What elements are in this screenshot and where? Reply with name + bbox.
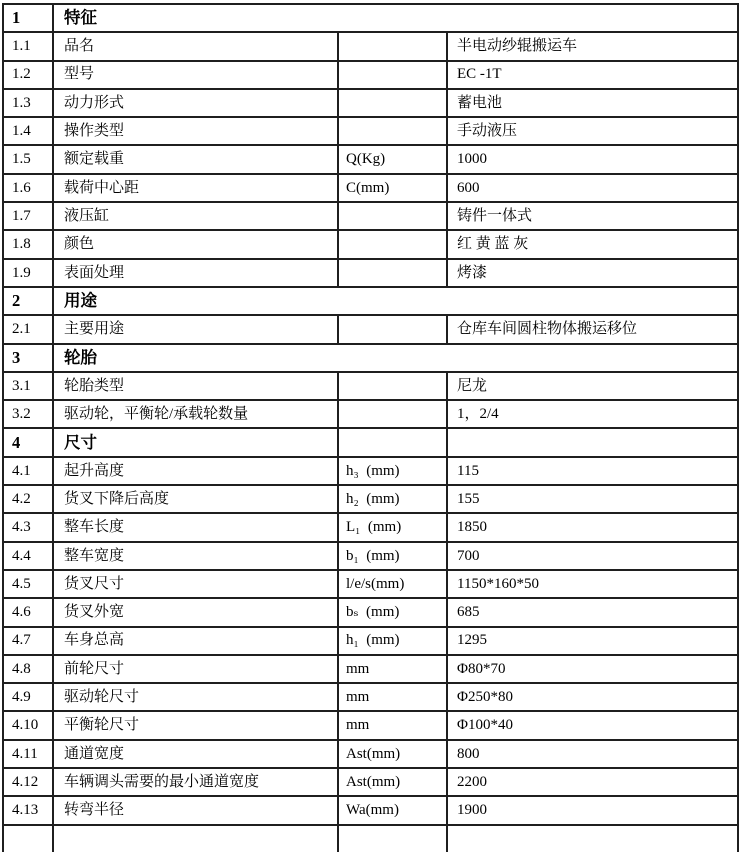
row-symbol [338, 61, 447, 89]
row-label: 起升高度 [53, 457, 338, 485]
row-label: 驱动轮尺寸 [53, 683, 338, 711]
row-label: 动力形式 [53, 89, 338, 117]
table-row [3, 768, 738, 796]
table-row [3, 825, 738, 852]
row-label: 整车长度 [53, 513, 338, 541]
row-symbol [338, 372, 447, 400]
row-value: Φ250*80 [447, 683, 738, 711]
table-row [3, 89, 738, 117]
table-row [3, 372, 738, 400]
row-label: 前轮尺寸 [53, 655, 338, 683]
row-value: 铸件一体式 [447, 202, 738, 230]
section-row [3, 287, 738, 315]
table-row [3, 400, 738, 428]
row-number: 3.1 [3, 372, 53, 400]
row-value: 烤漆 [447, 259, 738, 287]
row-number: 4.1 [3, 457, 53, 485]
row-value: 1900 [447, 796, 738, 824]
row-value: 600 [447, 174, 738, 202]
table-row [3, 61, 738, 89]
row-number: 4.9 [3, 683, 53, 711]
table-row [3, 145, 738, 173]
table-row [3, 570, 738, 598]
row-value: 蓄电池 [447, 89, 738, 117]
row-value: 手动液压 [447, 117, 738, 145]
row-value: 1295 [447, 627, 738, 655]
row-symbol: b₁ (mm) [338, 542, 447, 570]
section-label: 轮胎 [53, 344, 738, 372]
row-value: 红 黄 蓝 灰 [447, 230, 738, 258]
row-symbol: mm [338, 655, 447, 683]
row-value: 685 [447, 598, 738, 626]
row-value: 1000 [447, 145, 738, 173]
section-label: 特征 [53, 4, 738, 32]
table-row [3, 542, 738, 570]
row-symbol [338, 117, 447, 145]
row-number: 4.4 [3, 542, 53, 570]
table-row [3, 457, 738, 485]
row-symbol: Ast(mm) [338, 768, 447, 796]
row-label: 尺寸 [53, 428, 338, 456]
row-value: 800 [447, 740, 738, 768]
row-value: Φ100*40 [447, 711, 738, 739]
row-symbol [338, 32, 447, 60]
row-symbol [338, 230, 447, 258]
row-symbol: Q(Kg) [338, 145, 447, 173]
row-label: 额定载重 [53, 145, 338, 173]
row-symbol [338, 259, 447, 287]
row-value: 仓库车间圆柱物体搬运移位 [447, 315, 738, 343]
row-label: 载荷中心距 [53, 174, 338, 202]
row-label: 货叉外宽 [53, 598, 338, 626]
row-number: 1.1 [3, 32, 53, 60]
section-number: 3 [3, 344, 53, 372]
row-number: 4 [3, 428, 53, 456]
row-label: 货叉尺寸 [53, 570, 338, 598]
table-row [3, 259, 738, 287]
row-value [447, 825, 738, 852]
row-value: 1150*160*50 [447, 570, 738, 598]
row-label: 车身总高 [53, 627, 338, 655]
table-row [3, 711, 738, 739]
row-value: 1，2/4 [447, 400, 738, 428]
row-label: 品名 [53, 32, 338, 60]
row-value: 尼龙 [447, 372, 738, 400]
row-symbol: mm [338, 683, 447, 711]
row-label: 转弯半径 [53, 796, 338, 824]
row-symbol: h₃ (mm) [338, 457, 447, 485]
table-row [3, 796, 738, 824]
row-label: 型号 [53, 61, 338, 89]
row-number: 1.8 [3, 230, 53, 258]
row-number: 1.4 [3, 117, 53, 145]
row-number: 4.8 [3, 655, 53, 683]
row-number: 4.7 [3, 627, 53, 655]
table-row [3, 683, 738, 711]
table-row [3, 202, 738, 230]
row-label: 轮胎类型 [53, 372, 338, 400]
section-number: 1 [3, 4, 53, 32]
row-label: 表面处理 [53, 259, 338, 287]
row-label: 通道宽度 [53, 740, 338, 768]
row-label: 车辆调头需要的最小通道宽度 [53, 768, 338, 796]
row-number: 1.6 [3, 174, 53, 202]
row-number: 1.9 [3, 259, 53, 287]
row-value: EC -1T [447, 61, 738, 89]
table-row [3, 740, 738, 768]
row-label: 液压缸 [53, 202, 338, 230]
row-symbol: l/e/s(mm) [338, 570, 447, 598]
row-symbol: Wa(mm) [338, 796, 447, 824]
row-symbol [338, 400, 447, 428]
row-symbol: h₁ (mm) [338, 627, 447, 655]
section-row [3, 4, 738, 32]
row-value: 155 [447, 485, 738, 513]
row-symbol [338, 202, 447, 230]
row-symbol: L₁ (mm) [338, 513, 447, 541]
row-number: 4.5 [3, 570, 53, 598]
row-value [447, 428, 738, 456]
section-label: 用途 [53, 287, 738, 315]
spec-table [2, 3, 739, 852]
row-number: 4.3 [3, 513, 53, 541]
row-label: 平衡轮尺寸 [53, 711, 338, 739]
row-label: 整车宽度 [53, 542, 338, 570]
table-row [3, 32, 738, 60]
row-symbol: mm [338, 711, 447, 739]
row-symbol: C(mm) [338, 174, 447, 202]
row-label [53, 825, 338, 852]
row-number: 4.6 [3, 598, 53, 626]
table-row [3, 627, 738, 655]
row-number: 4.12 [3, 768, 53, 796]
section-number: 2 [3, 287, 53, 315]
row-number: 4.13 [3, 796, 53, 824]
table-row [3, 598, 738, 626]
row-number: 1.7 [3, 202, 53, 230]
row-symbol [338, 315, 447, 343]
row-label: 操作类型 [53, 117, 338, 145]
row-label: 货叉下降后高度 [53, 485, 338, 513]
row-number: 1.3 [3, 89, 53, 117]
table-row [3, 513, 738, 541]
row-symbol [338, 825, 447, 852]
table-row [3, 174, 738, 202]
spec-table-body [3, 4, 738, 852]
document-page [2, 3, 738, 852]
row-value: 半电动纱辊搬运车 [447, 32, 738, 60]
table-row [3, 315, 738, 343]
row-number: 4.10 [3, 711, 53, 739]
row-number: 4.11 [3, 740, 53, 768]
table-row [3, 428, 738, 456]
row-label: 颜色 [53, 230, 338, 258]
row-number: 1.5 [3, 145, 53, 173]
row-label: 主要用途 [53, 315, 338, 343]
row-number: 1.2 [3, 61, 53, 89]
row-symbol [338, 89, 447, 117]
row-symbol: Ast(mm) [338, 740, 447, 768]
row-symbol: bₛ (mm) [338, 598, 447, 626]
row-value: 115 [447, 457, 738, 485]
row-number: 4.2 [3, 485, 53, 513]
row-symbol: h₂ (mm) [338, 485, 447, 513]
row-value: 1850 [447, 513, 738, 541]
row-number: 2.1 [3, 315, 53, 343]
row-value: 700 [447, 542, 738, 570]
row-number: 3.2 [3, 400, 53, 428]
row-label: 驱动轮，平衡轮/承载轮数量 [53, 400, 338, 428]
table-row [3, 485, 738, 513]
table-row [3, 655, 738, 683]
row-value: 2200 [447, 768, 738, 796]
row-symbol [338, 428, 447, 456]
section-row [3, 344, 738, 372]
row-number [3, 825, 53, 852]
table-row [3, 230, 738, 258]
row-value: Φ80*70 [447, 655, 738, 683]
table-row [3, 117, 738, 145]
